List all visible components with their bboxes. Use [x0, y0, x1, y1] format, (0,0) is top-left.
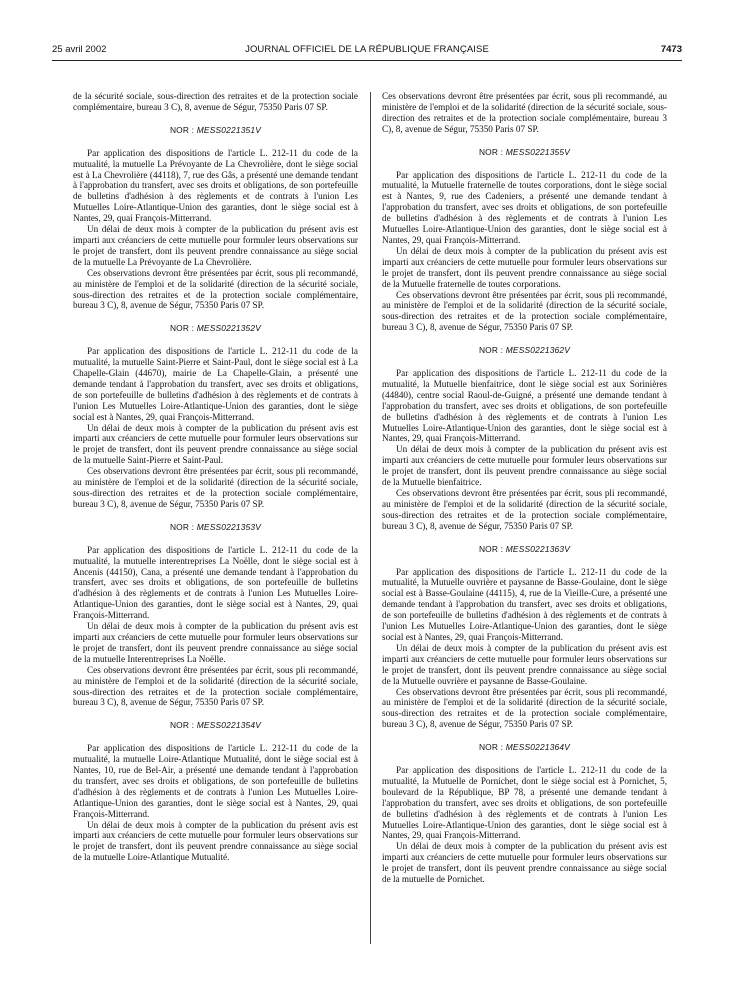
journal-title: JOURNAL OFFICIEL DE LA RÉPUBLIQUE FRANÇAISE — [245, 44, 489, 55]
nor-code: MESS0221364V — [505, 742, 571, 753]
lead-paragraph: Ces observations devront être présentées par écrit, sous pli recommandé, au ministère de l'emploi et de la solidarité (direction de la sécurité sociale, sous-direction des retraites et de la protection sociale complémentaire, bureau 3 C), 8, avenue de Ségur, 75350 Paris 07 SP. — [382, 91, 667, 134]
nor-reference — [382, 544, 667, 555]
nor-reference — [382, 147, 667, 158]
lead-paragraph: de la sécurité sociale, sous-direction des retraites et de la protection sociale complémentaire, bureau 3 C), 8, avenue de Ségur, 75350 Paris 07 SP. — [73, 91, 358, 112]
nor-reference — [382, 345, 667, 356]
notice-paragraph: Ces observations devront être présentées par écrit, sous pli recommandé, au ministère de l'emploi et de la solidarité (direction de la sécurité sociale, sous-direction des retraites et de la protection sociale complémentaire, bureau 3 C), 8, avenue de Ségur, 75350 Paris 07 SP. — [382, 289, 667, 333]
nor-reference — [73, 522, 358, 533]
nor-code: MESS0221353V — [196, 521, 262, 532]
nor-code: MESS0221355V — [505, 146, 571, 157]
notice-paragraph: Par application des dispositions de l'article L. 212-11 du code de la mutualité, la Mutuelle fraternelle de toutes corporations, dont le siège social est à Nantes, 9, rue des Cadeniers, a présenté une demande tendant à l'approbation du transfert, avec ses droits et obligations, de son portefeuille de bulletins d'adhésion à des règlements et de contrats à l'union Les Mutuelles Loire-Atlantique-Union des garanties, dont le siège social est à Nantes, 29, quai François-Mitterrand. — [382, 169, 667, 245]
notice-paragraph: Ces observations devront être présentées par écrit, sous pli recommandé, au ministère de l'emploi et de la solidarité (direction de la sécurité sociale, sous-direction des retraites et de la protection sociale complémentaire, bureau 3 C), 8, avenue de Ségur, 75350 Paris 07 SP. — [73, 466, 358, 509]
notice-paragraph: Un délai de deux mois à compter de la publication du présent avis est imparti aux créanciers de cette mutuelle pour formuler leurs observations sur le projet de transfert, dont ils peuvent prendre connaissance au siège social de la mutuelle Interentreprises La Noëlle. — [73, 621, 358, 664]
notice-paragraph: Un délai de deux mois à compter de la publication du présent avis est imparti aux créanciers de cette mutuelle pour formuler leurs observations sur le projet de transfert, dont ils peuvent prendre connaissance au siège social de la Mutuelle fraternelle de toutes corporations. — [382, 245, 667, 289]
notice-paragraph: Un délai de deux mois à compter de la publication du présent avis est imparti aux créanciers de cette mutuelle pour formuler leurs observations sur le projet de transfert, dont ils peuvent prendre connaissance au siège social de la Mutuelle ouvrière et paysanne de Basse-Goulaine. — [382, 642, 667, 686]
issue-date: 25 avril 2002 — [52, 44, 107, 55]
nor-reference — [73, 720, 358, 731]
nor-label: NOR : — [478, 742, 504, 753]
notice-paragraph: Ces observations devront être présentées par écrit, sous pli recommandé, au ministère de l'emploi et de la solidarité (direction de la sécurité sociale, sous-direction des retraites et de la protection sociale complémentaire, bureau 3 C), 8, avenue de Ségur, 75350 Paris 07 SP. — [382, 488, 667, 531]
page-number: 7473 — [660, 44, 682, 55]
nor-label: NOR : — [169, 720, 195, 731]
nor-code: MESS0221362V — [505, 345, 571, 356]
nor-code: MESS0221363V — [505, 543, 571, 554]
nor-label: NOR : — [169, 124, 195, 135]
nor-reference — [73, 323, 358, 334]
column-divider — [370, 92, 371, 944]
notice-paragraph: Par application des dispositions de l'article L. 212-11 du code de la mutualité, la Mutuelle de Pornichet, dont le siège social est à Pornichet, 5, boulevard de la République, BP 78, a présenté une demande tendant à l'approbation du transfert, avec ses droits et obligations, de son portefeuille de bulletins d'adhésion à des règlements et de contrats à l'union Les Mutuelles Loire-Atlantique-Union des garanties, dont le siège social est à Nantes, 29, quai François-Mitterrand. — [382, 765, 667, 841]
nor-label: NOR : — [478, 345, 504, 356]
nor-reference — [73, 125, 358, 136]
nor-label: NOR : — [478, 543, 504, 554]
notice-paragraph: Un délai de deux mois à compter de la publication du présent avis est imparti aux créanciers de cette mutuelle pour formuler leurs observations sur le projet de transfert, dont ils peuvent prendre connaissance au siège social de la Mutuelle bienfaitrice. — [382, 444, 667, 488]
page-header — [52, 44, 682, 58]
nor-code: MESS0221351V — [196, 124, 262, 135]
nor-code: MESS0221352V — [196, 323, 262, 334]
notice-paragraph: Par application des dispositions de l'article L. 212-11 du code de la mutualité, la Mutuelle bienfaitrice, dont le siège social est aux Sorinières (44840), centre social Raoul-de-Guigné, a présenté une demande tendant à l'approbation du transfert, avec ses droits et obligations, de son portefeuille de bulletins d'adhésion à des règlements et de contrats à l'union Les Mutuelles Loire-Atlantique-Union des garanties, dont le siège social est à Nantes, 29, quai François-Mitterrand. — [382, 368, 667, 444]
notice-paragraph: Un délai de deux mois à compter de la publication du présent avis est imparti aux créanciers de cette mutuelle pour formuler leurs observations sur le projet de transfert, dont ils peuvent prendre connaissance au siège social de la mutuelle de Pornichet. — [382, 841, 667, 885]
header-rule — [52, 60, 682, 61]
notice-paragraph: Ces observations devront être présentées par écrit, sous pli recommandé, au ministère de l'emploi et de la solidarité (direction de la sécurité sociale, sous-direction des retraites et de la protection sociale complémentaire, bureau 3 C), 8, avenue de Ségur, 75350 Paris 07 SP. — [73, 664, 358, 708]
notice-paragraph: Par application des dispositions de l'article L. 212-11 du code de la mutualité, la mutuelle Saint-Pierre et Saint-Paul, dont le siège social est à La Chapelle-Glain (44670), mairie de La Chapelle-Glain, a présenté une demande tendant à l'approbation du transfert, avec ses droits et obligations, de son portefeuille de bulletins d'adhésion à des règlements et de contrats à l'union Les Mutuelles Loire-Atlantique-Union des garanties, dont le siège social est à Nantes, 29, quai François-Mitterrand. — [73, 346, 358, 422]
notice-paragraph: Par application des dispositions de l'article L. 212-11 du code de la mutualité, la mutuelle interentreprises La Noëlle, dont le siège social est à Ancenis (44150), Cana, a présenté une demande tendant à l'approbation du transfert, avec ses droits et obligations, de son portefeuille de bulletins d'adhésion à des règlements et de contrats à l'union Les Mutuelles Loire-Atlantique-Union des garanties, dont le siège social est à Nantes, 29, quai François-Mitterrand. — [73, 544, 358, 621]
notice-paragraph: Un délai de deux mois à compter de la publication du présent avis est imparti aux créanciers de cette mutuelle pour formuler leurs observations sur le projet de transfert, dont ils peuvent prendre connaissance au siège social de la mutuelle La Prévoyante de La Chevrolière. — [73, 224, 358, 267]
notice-paragraph: Ces observations devront être présentées par écrit, sous pli recommandé, au ministère de l'emploi et de la solidarité (direction de la sécurité sociale, sous-direction des retraites et de la protection sociale complémentaire, bureau 3 C), 8, avenue de Ségur, 75350 Paris 07 SP. — [73, 267, 358, 311]
nor-label: NOR : — [169, 521, 195, 532]
notice-paragraph: Un délai de deux mois à compter de la publication du présent avis est imparti aux créanciers de cette mutuelle pour formuler leurs observations sur le projet de transfert, dont ils peuvent prendre connaissance au siège social de la mutuelle Saint-Pierre et Saint-Paul. — [73, 422, 358, 466]
nor-label: NOR : — [169, 323, 195, 334]
notice-paragraph: Un délai de deux mois à compter de la publication du présent avis est imparti aux créanciers de cette mutuelle pour formuler leurs observations sur le projet de transfert, dont ils peuvent prendre connaissance au siège social de la mutuelle Loire-Atlantique Mutualité. — [73, 819, 358, 863]
notice-paragraph: Ces observations devront être présentées par écrit, sous pli recommandé, au ministère de l'emploi et de la solidarité (direction de la sécurité sociale, sous-direction des retraites et de la protection sociale complémentaire, bureau 3 C), 8, avenue de Ségur, 75350 Paris 07 SP. — [382, 686, 667, 730]
nor-reference — [382, 742, 667, 753]
left-column — [73, 91, 358, 863]
nor-label: NOR : — [478, 146, 504, 157]
notice-paragraph: Par application des dispositions de l'article L. 212-11 du code de la mutualité, la mutuelle Loire-Atlantique Mutualité, dont le siège social est à Nantes, 10, rue de Bel-Air, a présenté une demande tendant à l'approbation du transfert, avec ses droits et obligations, de son portefeuille de bulletins d'adhésion à des règlements et de contrats à l'union Les Mutuelles Loire-Atlantique-Union des garanties, dont le siège social est à Nantes, 29, quai François-Mitterrand. — [73, 743, 358, 819]
right-column — [382, 91, 667, 885]
nor-code: MESS0221354V — [196, 720, 262, 731]
notice-paragraph: Par application des dispositions de l'article L. 212-11 du code de la mutualité, la Mutuelle ouvrière et paysanne de Basse-Goulaine, dont le siège social est à Basse-Goulaine (44115), 4, rue de la Vieille-Cure, a présenté une demande tendant à l'approbation du transfert, avec ses droits et obligations, de son portefeuille de bulletins d'adhésion à des règlements et de contrats à l'union Les Mutuelles Loire-Atlantique-Union des garanties, dont le siège social est à Nantes, 29, quai François-Mitterrand. — [382, 566, 667, 642]
notice-paragraph: Par application des dispositions de l'article L. 212-11 du code de la mutualité, la mutuelle La Prévoyante de La Chevrolière, dont le siège social est à La Chevrolière (44118), 7, rue des Gâs, a présenté une demande tendant à l'approbation du transfert, avec ses droits et obligations, de son portefeuille de bulletins d'adhésion à des règlements et de contrats à l'union Les Mutuelles Loire-Atlantique-Union des garanties, dont le siège social est à Nantes, 29, quai François-Mitterrand. — [73, 147, 358, 224]
